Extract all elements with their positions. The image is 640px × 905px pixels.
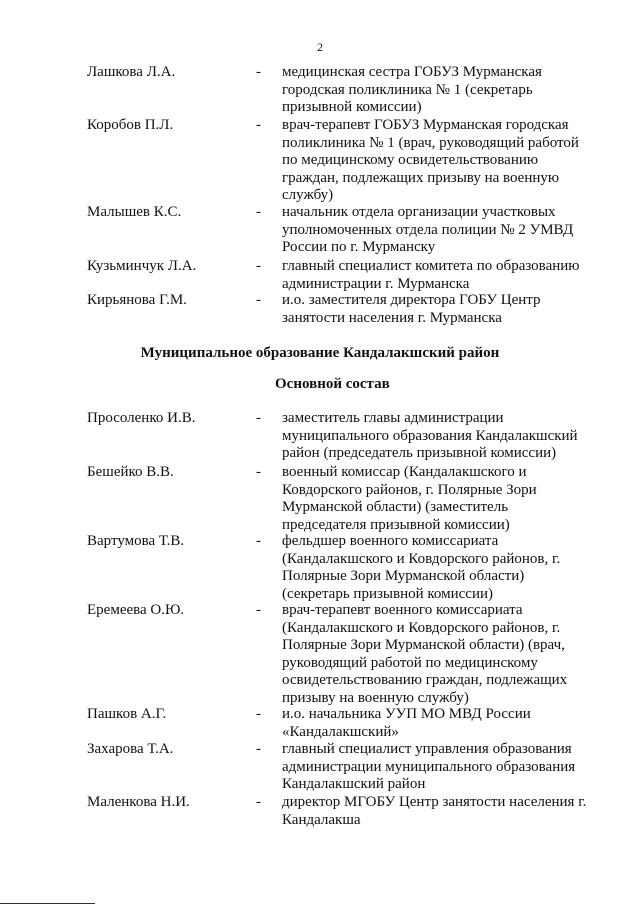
- member-role: врач-терапевт ГОБУЗ Мурманская городская поликлиника № 1 (врач, руководящий работой по медицинскому освидетельствованию граждан, подлежащих призыву на военную службу): [282, 117, 579, 203]
- member-name: Кирьянова Г.М.: [87, 292, 187, 308]
- member-name: Еремеева О.Ю.: [87, 602, 185, 618]
- member-name: Бешейко В.В.: [87, 464, 174, 480]
- member-dash: -: [256, 64, 261, 80]
- member-name: Маленкова Н.И.: [87, 794, 190, 810]
- scan-edge-line: [0, 903, 95, 904]
- member-role: заместитель главы администрации муниципального образования Кандалакшский район (председатель призывной комиссии): [282, 410, 578, 461]
- member-role: главный специалист управления образования администрации муниципального образования Кандалакшский район: [282, 741, 576, 792]
- member-name: Лашкова Л.А.: [87, 64, 176, 80]
- member-name: Просоленко И.В.: [87, 410, 196, 426]
- member-role: директор МГОБУ Центр занятости населения г. Кандалакша: [282, 794, 587, 828]
- page-number: 2: [317, 40, 323, 54]
- member-role: и.о. начальника УУП МО МВД России «Кандалакшский»: [282, 706, 531, 740]
- section-subtitle: Основной состав: [275, 376, 390, 392]
- member-dash: -: [256, 117, 261, 133]
- member-dash: -: [256, 410, 261, 426]
- member-role: медицинская сестра ГОБУЗ Мурманская городская поликлиника № 1 (секретарь призывной комиссии): [282, 64, 542, 115]
- member-role: и.о. заместителя директора ГОБУ Центр занятости населения г. Мурманска: [282, 292, 541, 326]
- member-dash: -: [256, 533, 261, 549]
- member-dash: -: [256, 292, 261, 308]
- member-name: Пашков А.Г.: [87, 706, 167, 722]
- member-dash: -: [256, 464, 261, 480]
- member-dash: -: [256, 794, 261, 810]
- member-dash: -: [256, 602, 261, 618]
- member-name: Кузьминчук Л.А.: [87, 258, 197, 274]
- member-dash: -: [256, 258, 261, 274]
- section-title: Муниципальное образование Кандалакшский район: [140, 345, 500, 361]
- member-role: военный комиссар (Кандалакшского и Ковдорского районов, г. Полярные Зори Мурманской области) (заместитель председателя призывной комиссии): [282, 464, 537, 533]
- member-name: Коробов П.Л.: [87, 117, 174, 133]
- member-role: начальник отдела организации участковых уполномоченных отдела полиции № 2 УМВД России по г. Мурманску: [282, 204, 574, 255]
- member-name: Вартумова Т.В.: [87, 533, 185, 549]
- member-dash: -: [256, 204, 261, 220]
- member-role: фельдшер военного комиссариата (Кандалакшского и Ковдорского районов, г. Полярные Зори Мурманской области) (секретарь призывной комиссии): [282, 533, 561, 602]
- member-dash: -: [256, 741, 261, 757]
- member-name: Захарова Т.А.: [87, 741, 174, 757]
- member-role: врач-терапевт военного комиссариата (Кандалакшского и Ковдорского районов, г. Полярные Зори Мурманской области) (врач, руководящий работой по медицинскому освидетельствованию граждан, подлежащих призыву на военную службу): [282, 602, 568, 706]
- member-dash: -: [256, 706, 261, 722]
- member-role: главный специалист комитета по образованию администрации г. Мурманска: [282, 258, 580, 292]
- member-name: Малышев К.С.: [87, 204, 182, 220]
